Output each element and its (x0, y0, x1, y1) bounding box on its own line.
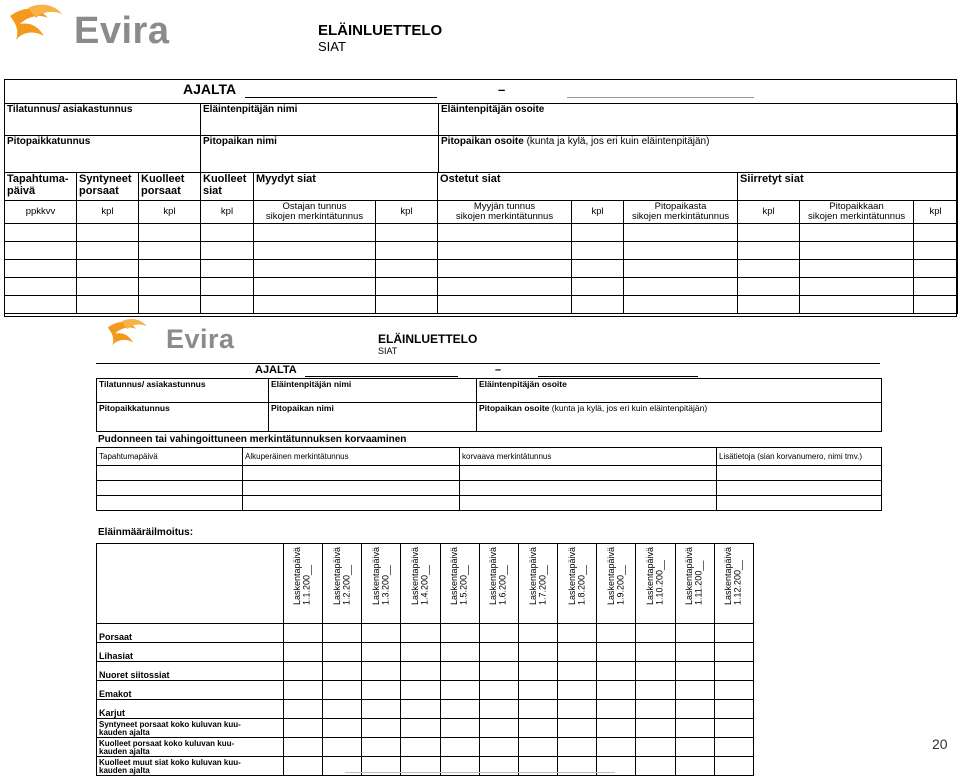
entry-cell[interactable] (800, 224, 914, 242)
census-row (97, 719, 754, 738)
entry-cell[interactable] (440, 681, 479, 700)
census-date-header: Laskentapäivä 1.5.200__ (440, 544, 479, 624)
entry-cell[interactable] (572, 260, 624, 278)
entry-cell[interactable] (479, 681, 518, 700)
f2-holder-name-field[interactable]: Eläintenpitäjän nimi (269, 379, 477, 403)
census-table (96, 543, 754, 776)
f1-site-address-field[interactable]: Pitopaikan osoite (kunta ja kylä, jos eri kuin eläintenpitäjän) (439, 136, 958, 173)
entry-cell[interactable] (800, 242, 914, 260)
entry-cell[interactable] (243, 466, 460, 481)
entry-cell[interactable] (738, 224, 800, 242)
entry-cell[interactable] (77, 242, 139, 260)
entry-cell[interactable] (518, 681, 557, 700)
entry-cell[interactable] (675, 757, 714, 776)
entry-cell[interactable] (914, 260, 958, 278)
census-row-label: Porsaat (97, 624, 284, 643)
census-date-header: Laskentapäivä 1.10.200__ (636, 544, 675, 624)
entry-cell[interactable] (479, 700, 518, 719)
entry-cell[interactable] (738, 278, 800, 296)
entry-cell[interactable] (636, 757, 675, 776)
form2-period-label: AJALTA (255, 364, 297, 376)
table-row (5, 296, 958, 314)
evira-wordmark: Evira (166, 324, 235, 354)
f1-hdr-born: Syntyneet porsaat (77, 173, 139, 201)
entry-cell[interactable] (401, 624, 440, 643)
table-row (5, 260, 958, 278)
entry-cell[interactable] (675, 738, 714, 757)
entry-cell[interactable] (376, 242, 438, 260)
entry-cell[interactable] (376, 278, 438, 296)
f2-holder-address-field[interactable]: Eläintenpitäjän osoite (477, 379, 882, 403)
entry-cell[interactable] (597, 738, 636, 757)
entry-cell[interactable] (558, 719, 597, 738)
entry-cell[interactable] (77, 224, 139, 242)
entry-cell[interactable] (800, 260, 914, 278)
entry-cell[interactable] (401, 719, 440, 738)
entry-cell[interactable] (440, 738, 479, 757)
entry-cell[interactable] (518, 719, 557, 738)
entry-cell[interactable] (362, 681, 401, 700)
entry-cell[interactable] (438, 296, 572, 314)
f1-unit-header: kpl (376, 201, 438, 224)
entry-cell[interactable] (624, 260, 738, 278)
form2-holder-table (96, 378, 882, 432)
entry-cell[interactable] (283, 700, 322, 719)
evira-logo-bottom (102, 317, 262, 359)
replacement-col-header: Alkuperäinen merkintätunnus (243, 448, 460, 466)
entry-cell[interactable] (254, 224, 376, 242)
entry-cell[interactable] (675, 624, 714, 643)
census-row-label: Nuoret siitossiat (97, 662, 284, 681)
f2-holder-id-field[interactable]: Tilatunnus/ asiakastunnus (97, 379, 269, 403)
f2-site-id-field[interactable]: Pitopaikkatunnus (97, 403, 269, 432)
f1-hdr-dead-piglets: Kuolleet porsaat (139, 173, 201, 201)
f1-unit-header: kpl (572, 201, 624, 224)
entry-cell[interactable] (323, 681, 362, 700)
form2-title: ELÄINLUETTELO (378, 332, 478, 346)
entry-cell[interactable] (139, 224, 201, 242)
entry-cell[interactable] (714, 719, 753, 738)
census-date-header: Laskentapäivä 1.8.200__ (558, 544, 597, 624)
census-row-label: Kuolleet porsaat koko kuluvan kuu- kauden ajalta (97, 738, 284, 757)
entry-cell[interactable] (283, 624, 322, 643)
f1-hdr-sold: Myydyt siat (254, 173, 438, 201)
census-row (97, 662, 754, 681)
f1-unit-header: kpl (914, 201, 958, 224)
entry-cell[interactable] (362, 738, 401, 757)
census-date-header: Laskentapäivä 1.1.200__ (283, 544, 322, 624)
entry-cell[interactable] (597, 624, 636, 643)
entry-cell[interactable] (800, 278, 914, 296)
entry-cell[interactable] (440, 719, 479, 738)
entry-cell[interactable] (460, 481, 717, 496)
entry-cell[interactable] (438, 242, 572, 260)
table-row (5, 242, 958, 260)
census-row-label: Lihasiat (97, 643, 284, 662)
entry-cell[interactable] (636, 719, 675, 738)
entry-cell[interactable] (139, 296, 201, 314)
entry-cell[interactable] (914, 278, 958, 296)
entry-cell[interactable] (323, 643, 362, 662)
f1-unit-header: kpl (77, 201, 139, 224)
entry-cell[interactable] (323, 662, 362, 681)
census-date-header: Laskentapäivä 1.11.200__ (675, 544, 714, 624)
entry-cell[interactable] (479, 662, 518, 681)
entry-cell[interactable] (518, 662, 557, 681)
entry-cell[interactable] (323, 719, 362, 738)
f1-hdr-moved: Siirretyt siat (738, 173, 958, 201)
entry-cell[interactable] (914, 242, 958, 260)
f2-site-name-field[interactable]: Pitopaikan nimi (269, 403, 477, 432)
entry-cell[interactable] (440, 662, 479, 681)
entry-cell[interactable] (714, 681, 753, 700)
entry-cell[interactable] (624, 296, 738, 314)
entry-cell[interactable] (800, 296, 914, 314)
f2-site-address-field[interactable]: Pitopaikan osoite (kunta ja kylä, jos eri kuin eläintenpitäjän) (477, 403, 882, 432)
entry-cell[interactable] (460, 496, 717, 511)
table-row (97, 481, 882, 496)
f1-holder-address-field[interactable]: Eläintenpitäjän osoite (439, 104, 958, 136)
replacement-col-header: Tapahtumapäivä (97, 448, 243, 466)
entry-cell[interactable] (738, 296, 800, 314)
entry-cell[interactable] (77, 260, 139, 278)
f1-unit-header: kpl (201, 201, 254, 224)
entry-cell[interactable] (97, 496, 243, 511)
entry-cell[interactable] (401, 681, 440, 700)
census-row-label: Kuolleet muut siat koko kuluvan kuu- kauden ajalta (97, 757, 284, 776)
entry-cell[interactable] (97, 481, 243, 496)
entry-cell[interactable] (518, 700, 557, 719)
entry-cell[interactable] (201, 278, 254, 296)
entry-cell[interactable] (914, 296, 958, 314)
census-row-label: Karjut (97, 700, 284, 719)
replacement-col-header: Lisätietoja (sian korvanumero, nimi tmv.) (717, 448, 882, 466)
entry-cell[interactable] (714, 662, 753, 681)
f1-hdr-bought: Ostetut siat (438, 173, 738, 201)
entry-cell[interactable] (675, 719, 714, 738)
entry-cell[interactable] (558, 738, 597, 757)
evira-swoosh-icon (102, 317, 160, 359)
replacement-table (96, 447, 882, 511)
census-date-header: Laskentapäivä 1.4.200__ (401, 544, 440, 624)
form1-events-table (4, 172, 958, 314)
entry-cell[interactable] (624, 224, 738, 242)
entry-cell[interactable] (597, 700, 636, 719)
entry-cell[interactable] (636, 700, 675, 719)
census-date-header: Laskentapäivä 1.6.200__ (479, 544, 518, 624)
entry-cell[interactable] (558, 681, 597, 700)
census-date-header: Laskentapäivä 1.9.200__ (597, 544, 636, 624)
form1-subtitle: SIAT (318, 39, 346, 54)
entry-cell[interactable] (738, 242, 800, 260)
entry-cell[interactable] (440, 624, 479, 643)
form1-title: ELÄINLUETTELO (318, 22, 443, 39)
entry-cell[interactable] (597, 643, 636, 662)
census-row-label: Emakot (97, 681, 284, 700)
entry-cell[interactable] (5, 260, 77, 278)
entry-cell[interactable] (283, 681, 322, 700)
entry-cell[interactable] (597, 719, 636, 738)
entry-cell[interactable] (558, 643, 597, 662)
f1-unit-header: Ostajan tunnus sikojen merkintätunnus (254, 201, 376, 224)
entry-cell[interactable] (254, 278, 376, 296)
entry-cell[interactable] (479, 624, 518, 643)
table-row (97, 466, 882, 481)
entry-cell[interactable] (714, 643, 753, 662)
form1-holder-table (4, 103, 958, 173)
census-date-header: Laskentapäivä 1.7.200__ (518, 544, 557, 624)
f1-site-id-field[interactable]: Pitopaikkatunnus (5, 136, 201, 173)
entry-cell[interactable] (572, 278, 624, 296)
census-row (97, 738, 754, 757)
entry-cell[interactable] (77, 296, 139, 314)
entry-cell[interactable] (738, 260, 800, 278)
entry-cell[interactable] (254, 260, 376, 278)
entry-cell[interactable] (714, 738, 753, 757)
entry-cell[interactable] (597, 662, 636, 681)
replacement-section-title: Pudonneen tai vahingoittuneen merkintätunnuksen korvaaminen (98, 434, 407, 445)
entry-cell[interactable] (376, 260, 438, 278)
entry-cell[interactable] (518, 738, 557, 757)
entry-cell[interactable] (624, 242, 738, 260)
entry-cell[interactable] (201, 296, 254, 314)
entry-cell[interactable] (283, 757, 322, 776)
entry-cell[interactable] (717, 466, 882, 481)
entry-cell[interactable] (675, 681, 714, 700)
entry-cell[interactable] (362, 624, 401, 643)
f1-holder-id-field[interactable]: Tilatunnus/ asiakastunnus (5, 104, 201, 136)
entry-cell[interactable] (714, 757, 753, 776)
evira-logo-top (6, 2, 181, 58)
table-row (97, 496, 882, 511)
entry-cell[interactable] (440, 700, 479, 719)
f1-unit-header: kpl (738, 201, 800, 224)
form1-period-label: AJALTA (183, 81, 237, 97)
entry-cell[interactable] (362, 719, 401, 738)
f1-hdr-dead-pigs: Kuolleet siat (201, 173, 254, 201)
entry-cell[interactable] (714, 700, 753, 719)
census-date-header: Laskentapäivä 1.12.200__ (714, 544, 753, 624)
entry-cell[interactable] (401, 643, 440, 662)
entry-cell[interactable] (254, 242, 376, 260)
entry-cell[interactable] (5, 296, 77, 314)
entry-cell[interactable] (479, 643, 518, 662)
entry-cell[interactable] (438, 278, 572, 296)
entry-cell[interactable] (675, 662, 714, 681)
census-corner-cell (97, 544, 284, 624)
entry-cell[interactable] (438, 224, 572, 242)
f1-site-name-field[interactable]: Pitopaikan nimi (201, 136, 439, 173)
entry-cell[interactable] (201, 242, 254, 260)
entry-cell[interactable] (597, 681, 636, 700)
entry-cell[interactable] (572, 296, 624, 314)
entry-cell[interactable] (518, 643, 557, 662)
form1-period-dash: – (498, 82, 506, 97)
f1-unit-header: Pitopaikkaan sikojen merkintätunnus (800, 201, 914, 224)
entry-cell[interactable] (914, 224, 958, 242)
form2-subtitle: SIAT (378, 346, 398, 354)
entry-cell[interactable] (201, 260, 254, 278)
census-date-header: Laskentapäivä 1.3.200__ (362, 544, 401, 624)
entry-cell[interactable] (201, 224, 254, 242)
entry-cell[interactable] (323, 700, 362, 719)
entry-cell[interactable] (323, 624, 362, 643)
entry-cell[interactable] (401, 662, 440, 681)
census-row-label: Syntyneet porsaat koko kuluvan kuu- kauden ajalta (97, 719, 284, 738)
entry-cell[interactable] (243, 496, 460, 511)
census-row (97, 700, 754, 719)
entry-cell[interactable] (139, 278, 201, 296)
entry-cell[interactable] (636, 681, 675, 700)
entry-cell[interactable] (636, 738, 675, 757)
entry-cell[interactable] (376, 296, 438, 314)
form2-period-dash: – (495, 364, 502, 376)
entry-cell[interactable] (283, 738, 322, 757)
census-section-title: Eläinmääräilmoitus: (98, 527, 194, 538)
entry-cell[interactable] (362, 662, 401, 681)
page-number: 20 (932, 736, 948, 752)
entry-cell[interactable] (624, 278, 738, 296)
entry-cell[interactable] (636, 662, 675, 681)
entry-cell[interactable] (283, 643, 322, 662)
entry-cell[interactable] (572, 242, 624, 260)
census-row (97, 643, 754, 662)
entry-cell[interactable] (717, 496, 882, 511)
entry-cell[interactable] (558, 662, 597, 681)
entry-cell[interactable] (438, 260, 572, 278)
entry-cell[interactable] (97, 466, 243, 481)
table-row (5, 224, 958, 242)
table-row (5, 278, 958, 296)
entry-cell[interactable] (243, 481, 460, 496)
entry-cell[interactable] (440, 643, 479, 662)
f1-unit-header: Pitopaikasta sikojen merkintätunnus (624, 201, 738, 224)
entry-cell[interactable] (636, 643, 675, 662)
entry-cell[interactable] (479, 719, 518, 738)
entry-cell[interactable] (139, 260, 201, 278)
entry-cell[interactable] (283, 719, 322, 738)
entry-cell[interactable] (376, 224, 438, 242)
entry-cell[interactable] (479, 738, 518, 757)
replacement-col-header: korvaava merkintätunnus (460, 448, 717, 466)
evira-swoosh-icon (6, 2, 76, 58)
entry-cell[interactable] (636, 624, 675, 643)
entry-cell[interactable] (558, 624, 597, 643)
entry-cell[interactable] (362, 700, 401, 719)
entry-cell[interactable] (717, 481, 882, 496)
entry-cell[interactable] (401, 738, 440, 757)
entry-cell[interactable] (675, 700, 714, 719)
entry-cell[interactable] (77, 278, 139, 296)
entry-cell[interactable] (5, 224, 77, 242)
entry-cell[interactable] (362, 643, 401, 662)
entry-cell[interactable] (323, 738, 362, 757)
entry-cell[interactable] (518, 624, 557, 643)
census-date-header: Laskentapäivä 1.2.200__ (323, 544, 362, 624)
entry-cell[interactable] (283, 662, 322, 681)
entry-cell[interactable] (558, 700, 597, 719)
f1-unit-header: ppkkvv (5, 201, 77, 224)
entry-cell[interactable] (675, 643, 714, 662)
census-row (97, 681, 754, 700)
entry-cell[interactable] (139, 242, 201, 260)
f1-holder-name-field[interactable]: Eläintenpitäjän nimi (201, 104, 439, 136)
f1-unit-header: Myyjän tunnus sikojen merkintätunnus (438, 201, 572, 224)
evira-wordmark: Evira (74, 10, 170, 52)
entry-cell[interactable] (5, 242, 77, 260)
entry-cell[interactable] (714, 624, 753, 643)
entry-cell[interactable] (401, 700, 440, 719)
entry-cell[interactable] (572, 224, 624, 242)
entry-cell[interactable] (460, 466, 717, 481)
f1-hdr-event-date: Tapahtuma- päivä (5, 173, 77, 201)
census-row (97, 624, 754, 643)
entry-cell[interactable] (254, 296, 376, 314)
entry-cell[interactable] (5, 278, 77, 296)
f1-unit-header: kpl (139, 201, 201, 224)
